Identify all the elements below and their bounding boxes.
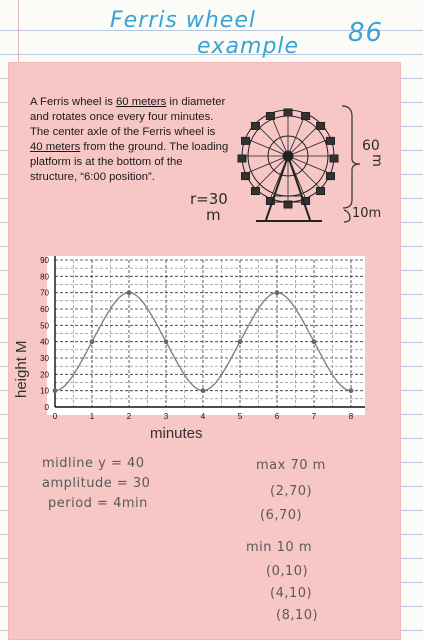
- y-tick-label: 0: [44, 403, 49, 412]
- gondola: [326, 137, 334, 144]
- y-tick-label: 90: [40, 256, 49, 265]
- gondola: [238, 155, 246, 162]
- gondola: [317, 122, 325, 129]
- midline-note: midline y = 40: [42, 456, 145, 471]
- gondola: [266, 113, 274, 120]
- gondola: [242, 137, 250, 144]
- gondola: [251, 122, 259, 129]
- x-axis-label: minutes: [150, 425, 203, 442]
- gondola: [302, 113, 310, 120]
- problem-text: [30, 95, 230, 185]
- gondola: [317, 188, 325, 195]
- data-point: [201, 388, 206, 393]
- header-title-line1: Ferris wheel: [110, 8, 256, 33]
- y-tick-label: 60: [40, 305, 49, 314]
- height-vs-minutes-chart: [0, 248, 400, 448]
- x-tick-label: 6: [274, 412, 280, 421]
- min-label: min 10 m: [246, 540, 312, 555]
- x-tick-label: 4: [200, 412, 206, 421]
- y-tick-label: 80: [40, 272, 49, 282]
- x-tick-label: 0: [52, 412, 58, 421]
- max-point-1: (2,70): [270, 484, 313, 499]
- amplitude-note: amplitude = 30: [42, 476, 151, 491]
- y-tick-label: 40: [40, 337, 49, 347]
- data-point: [312, 339, 317, 344]
- x-tick-label: 2: [126, 412, 132, 421]
- y-tick-label: 30: [40, 354, 49, 363]
- x-tick-label: 7: [311, 412, 317, 421]
- x-tick-label: 5: [237, 412, 243, 421]
- problem-part-3: from the ground. The loading platform is at the bottom of the structure, “6:00 position”.: [30, 141, 229, 183]
- max-point-2: (6,70): [260, 508, 303, 523]
- problem-part-1: A Ferris wheel is: [30, 96, 117, 108]
- gondola: [330, 155, 338, 162]
- min-point-3: (8,10): [276, 608, 319, 623]
- y-axis-label: height M: [13, 340, 30, 398]
- gondola: [326, 173, 334, 180]
- gondola: [242, 173, 250, 180]
- y-tick-label: 10: [40, 386, 49, 396]
- data-point: [238, 339, 243, 344]
- data-point: [164, 339, 169, 344]
- period-note: period = 4min: [48, 496, 148, 511]
- problem-part-2: in diameter and rotates once every four minutes. The center axle of the Ferris wheel is: [30, 96, 226, 138]
- data-point: [349, 388, 354, 393]
- y-tick-label: 20: [40, 370, 49, 380]
- min-point-2: (4,10): [270, 586, 313, 601]
- header-title-line2: example: [197, 34, 300, 59]
- data-point: [90, 339, 95, 344]
- x-tick-label: 8: [348, 412, 354, 421]
- gondola: [284, 109, 292, 116]
- base-height-value: 10m: [352, 206, 382, 221]
- gondola: [251, 188, 259, 195]
- data-point: [53, 388, 58, 393]
- data-point: [127, 290, 132, 295]
- max-label: max 70 m: [256, 458, 326, 473]
- wheel-height-unit: m: [368, 154, 384, 167]
- ferris-wheel-illustration: [232, 100, 344, 228]
- radius-unit: m: [206, 206, 221, 224]
- y-tick-label: 70: [40, 288, 49, 298]
- axle-height-value: 40 meters: [30, 141, 81, 153]
- radius-value: r=30: [190, 190, 228, 208]
- y-tick-label: 50: [40, 321, 49, 331]
- diameter-value: 60 meters: [116, 96, 167, 108]
- page-number: 86: [348, 18, 384, 48]
- data-point: [275, 290, 280, 295]
- min-point-1: (0,10): [266, 564, 309, 579]
- wheel-height-value: 60: [362, 138, 380, 154]
- x-tick-label: 3: [163, 412, 169, 421]
- x-tick-label: 1: [89, 412, 95, 421]
